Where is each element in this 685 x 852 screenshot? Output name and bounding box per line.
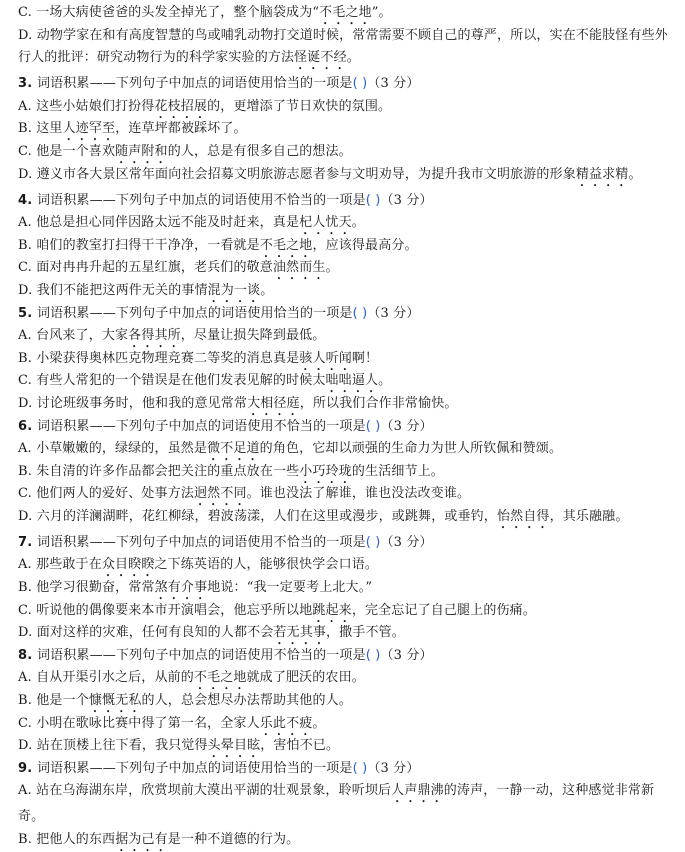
- option-text: 的人，总是有很多自己的想法。: [167, 143, 352, 159]
- option-text: 一场大病使爸爸的头发全掉光了，整个脑袋成为“: [36, 5, 320, 20]
- answer-option: [18, 506, 673, 532]
- emphasized-word: 骇人听闻: [299, 350, 352, 366]
- option-text: ，害怕不已。: [260, 738, 340, 754]
- option-text: 这里: [36, 121, 63, 137]
- option-text: 。: [378, 373, 392, 389]
- option-text: 小梁获得奥林匹克物理竞赛二等奖的消息真是: [36, 350, 300, 366]
- answer-option: [18, 25, 673, 74]
- option-text: 动物学家在和有高度智慧的鸟或哺乳动物打交道时候，常常需要不顾自己的尊严，所以，实在不能肢怪有些外行人的批评：研究动物行为的科学家实验的方法: [18, 27, 668, 66]
- answer-option: [18, 600, 673, 623]
- option-text: 。: [628, 166, 642, 182]
- question-score: （3 分）: [380, 534, 433, 550]
- emphasized-word: 人迹罕至: [62, 121, 116, 137]
- option-text: ，尽量让损失降到最低。: [180, 328, 326, 344]
- emphasized-word: 混为一谈: [207, 282, 261, 298]
- emphasized-word: 怡然自得: [496, 508, 550, 524]
- option-text: 。: [325, 260, 339, 276]
- question-stem: [18, 645, 673, 668]
- option-text: ，连草坪都被踩坏了。: [115, 121, 247, 137]
- option-label: A.: [18, 783, 37, 799]
- emphasized-word: 迥然不同: [194, 486, 247, 502]
- option-text: 六月的洋澜湖畔，花红柳绿，碧波荡漾，人们在这里或漫步，或跳舞，或垂钓，: [36, 508, 497, 524]
- option-label: A.: [18, 557, 37, 573]
- option-text: 站在顶楼上往下看，我只觉得: [36, 738, 208, 754]
- option-text: 咱们的教室打扫得干干净净，一看就是: [36, 237, 260, 253]
- emphasized-word: 煞有介事: [154, 580, 208, 596]
- question-stem: [18, 73, 673, 96]
- emphasized-word: 不毛之地: [193, 670, 247, 686]
- question-stem: [18, 303, 673, 326]
- answer-blank: ( ): [365, 418, 381, 434]
- option-text: ，所以我们合作非常愉快。: [299, 395, 458, 411]
- answer-option: [18, 118, 673, 141]
- question-stem: [18, 190, 673, 213]
- option-text: 。谁也没法了解谁，谁也没法改变谁。: [246, 486, 471, 502]
- option-text: 听说他的偶像要来本市开演唱会，他忘乎所以地: [36, 602, 313, 618]
- question-text: 词语积累——下列句子中加点的词语使用不恰当的一项是: [36, 192, 366, 208]
- question-number: 4.: [18, 192, 37, 208]
- question-stem: [18, 532, 673, 555]
- option-text: 他是一个喜欢: [36, 143, 116, 159]
- option-text: 地说：“我一定要考上北大。”: [207, 580, 373, 596]
- question-text: 词语积累——下列句子中加点的词语使用恰当的一项是: [36, 305, 353, 321]
- option-text: 。: [346, 50, 360, 66]
- option-text: 他是一个: [36, 693, 89, 709]
- option-text: ，其乐融融。: [549, 508, 629, 524]
- option-text: 小草嫩嫩的，绿绿的，虽然是: [36, 441, 208, 457]
- answer-option: [18, 829, 673, 852]
- option-label: C.: [18, 715, 37, 731]
- answer-option: [18, 96, 673, 119]
- option-text: 我们不能把这两件无关的事情: [36, 282, 208, 298]
- option-text: 站在乌海湖东岸，欣赏坝前大漠出平湖的壮观景象，聆听坝后: [36, 783, 392, 799]
- option-text: 面对冉冉升起的五星红旗，老兵们的敬意: [36, 260, 273, 276]
- option-label: D.: [18, 738, 37, 754]
- option-label: A.: [18, 328, 37, 344]
- question-text: 词语积累——下列句子中加点的词语使用恰当的一项是: [36, 76, 353, 92]
- question-text: 词语积累——下列句子中加点的词语使用不恰当的一项是: [36, 534, 366, 550]
- option-text: 就成了肥沃的农田。: [246, 670, 365, 686]
- option-text: ，完全忘记了自己腿上的伤痛。: [351, 602, 536, 618]
- option-label: D.: [18, 282, 37, 298]
- emphasized-word: 小巧玲珑: [299, 463, 352, 479]
- option-text: 。: [351, 215, 365, 231]
- answer-option: [18, 667, 673, 690]
- emphasized-word: 人声鼎沸: [391, 783, 444, 799]
- option-text: 他总是担心同伴因路太远不能及时赶来，真是: [36, 215, 300, 231]
- question-score: （3 分）: [367, 760, 420, 776]
- option-text: 的，更增添了节日欢快的氛围。: [207, 98, 392, 114]
- option-text: 自从开渠引水之后，从前的: [36, 670, 194, 686]
- question-score: （3 分）: [380, 192, 433, 208]
- option-label: D.: [18, 166, 37, 182]
- option-label: D.: [18, 625, 37, 641]
- option-text: 他学习很勤奋，常常: [36, 580, 155, 596]
- emphasized-word: 众目睽睽: [101, 557, 155, 573]
- answer-blank: ( ): [365, 192, 381, 208]
- answer-option: [18, 438, 673, 461]
- answer-option: [18, 483, 673, 506]
- option-label: C.: [18, 373, 37, 389]
- question-text: 词语积累——下列句子中加点的词语使用不恰当的一项是: [36, 647, 366, 663]
- option-text: ，应该得最高分。: [312, 237, 418, 253]
- option-label: B.: [18, 463, 37, 479]
- emphasized-word: 据为己有: [115, 832, 168, 847]
- emphasized-word: 油然而生: [272, 260, 326, 276]
- option-text: 把他人的东西: [36, 832, 116, 847]
- emphasized-word: 若无其事: [273, 625, 326, 641]
- question-text: 词语积累——下列句子中加点的词语使用恰当的一项是: [36, 760, 353, 776]
- emphasized-word: 大相径庭: [247, 395, 300, 411]
- answer-option: [18, 235, 673, 258]
- option-label: B.: [18, 237, 37, 253]
- answer-option: [18, 212, 673, 235]
- option-text: 之下练英语的人，能够很快学会口语。: [154, 557, 379, 573]
- option-text: 面对这样的灾难，任何有良知的人都不会: [36, 625, 274, 641]
- option-label: D.: [18, 508, 37, 524]
- option-label: D.: [18, 395, 37, 411]
- question-number: 9.: [18, 760, 37, 776]
- question-score: （3 分）: [367, 76, 420, 92]
- emphasized-word: 头晕目眩: [207, 738, 261, 754]
- answer-blank: ( ): [352, 305, 368, 321]
- emphasized-word: 精益求精: [575, 166, 629, 182]
- answer-option: [18, 735, 673, 758]
- question-number: 6.: [18, 418, 37, 434]
- answer-option: [18, 393, 673, 416]
- option-label: B.: [18, 121, 37, 137]
- question-number: 8.: [18, 647, 37, 663]
- option-label: C.: [18, 486, 37, 502]
- option-label: C.: [18, 5, 37, 20]
- option-text: 的生活细节上。: [351, 463, 444, 479]
- answer-option: [18, 554, 673, 577]
- emphasized-word: 跳起来: [312, 602, 352, 618]
- option-text: 是一种不道德的行为。: [167, 832, 300, 847]
- option-text: ，撒手不管。: [326, 625, 405, 641]
- option-text: 的角色，它却以顽强的生命力为世人所钦佩和赞颂。: [259, 441, 563, 457]
- emphasized-word: 杞人忧天: [299, 215, 352, 231]
- emphasized-word: 花枝招展: [154, 98, 208, 114]
- answer-option: [18, 348, 673, 371]
- option-label: A.: [18, 670, 37, 686]
- option-label: B.: [18, 693, 37, 709]
- option-text: ”。: [371, 5, 392, 20]
- question-stem: [18, 758, 673, 781]
- answer-option: [18, 280, 673, 303]
- answer-blank: ( ): [365, 534, 381, 550]
- option-text: 小明在歌咏比赛中得了第一名，全家人: [36, 715, 260, 731]
- option-label: C.: [18, 602, 37, 618]
- question-score: （3 分）: [380, 647, 433, 663]
- option-text: 的人，总会想尽办法帮助其他的人。: [141, 693, 352, 709]
- answer-option: [18, 164, 673, 190]
- answer-option: [18, 325, 673, 348]
- option-text: 遵义市各大景区常年面向社会招募文明旅游志愿者参与文明劝导，为提升我市文明旅游的形象: [36, 166, 576, 182]
- answer-option: [18, 780, 673, 829]
- question-number: 5.: [18, 305, 37, 321]
- option-text: 啊！: [351, 350, 379, 366]
- option-label: A.: [18, 441, 37, 457]
- question-score: （3 分）: [380, 418, 433, 434]
- option-label: B.: [18, 350, 37, 366]
- option-text: 讨论班级事务时，他和我的意见常常: [36, 395, 248, 411]
- option-label: C.: [18, 143, 37, 159]
- emphasized-word: 各得其所: [128, 328, 181, 344]
- emphasized-word: 怪诞不经: [294, 50, 347, 66]
- emphasized-word: 咄咄逼人: [325, 373, 379, 389]
- answer-option: [18, 370, 673, 393]
- answer-blank: ( ): [365, 647, 381, 663]
- answer-blank: ( ): [352, 760, 368, 776]
- question-number: 3.: [18, 76, 37, 92]
- question-score: （3 分）: [367, 305, 420, 321]
- answer-option: [18, 141, 673, 164]
- answer-blank: ( ): [352, 76, 368, 92]
- question-number: 7.: [18, 534, 37, 550]
- option-text: 这些小姑娘们打扮得: [36, 98, 155, 114]
- option-label: B.: [18, 580, 37, 596]
- question-text: 词语积累——下列句子中加点的词语使用不恰当的一项是: [36, 418, 366, 434]
- option-text: 他们两人的爱好、处事方法: [36, 486, 195, 502]
- answer-option: [18, 577, 673, 600]
- option-text: 有些人常犯的一个错误是在他们发表见解的时候太: [36, 373, 326, 389]
- option-text: 那些敢于在: [36, 557, 102, 573]
- option-text: 。: [260, 282, 274, 298]
- option-label: C.: [18, 260, 37, 276]
- option-label: A.: [18, 98, 37, 114]
- answer-option: [18, 622, 673, 645]
- emphasized-word: 乐此不疲: [259, 715, 313, 731]
- emphasized-word: 慷慨无私: [88, 693, 142, 709]
- answer-option: [18, 257, 673, 280]
- emphasized-word: 随声附和: [115, 143, 168, 159]
- option-text: 朱自清的许多作品都会把关注的重点放在一些: [36, 463, 300, 479]
- option-text: 台风来了，大家: [36, 328, 129, 344]
- option-text: 。: [312, 715, 326, 731]
- option-label: A.: [18, 215, 37, 231]
- option-label: B.: [18, 832, 37, 847]
- answer-option: [18, 2, 673, 25]
- answer-option: [18, 690, 673, 713]
- option-label: D.: [18, 27, 37, 43]
- emphasized-word: 不毛之地: [259, 237, 313, 253]
- answer-option: [18, 713, 673, 736]
- answer-option: [18, 461, 673, 484]
- question-stem: [18, 416, 673, 439]
- emphasized-word: 不毛之地: [319, 5, 372, 20]
- option-text: 的涛声，一静一动，这种感觉非常新奇。: [18, 783, 655, 825]
- emphasized-word: 微不足道: [207, 441, 260, 457]
